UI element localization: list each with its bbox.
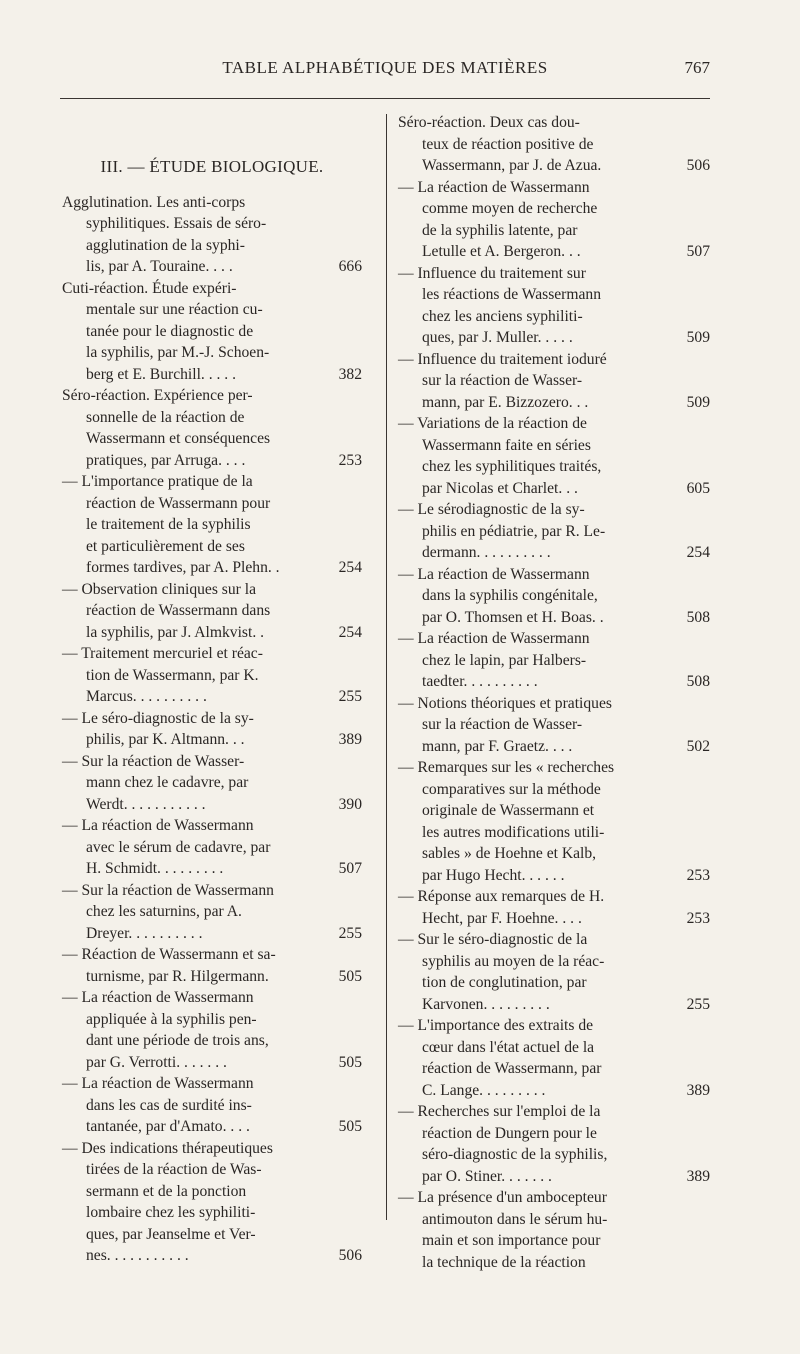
entry-line: réaction de Dungern pour le bbox=[422, 1124, 597, 1142]
entry-line: la syphilis, par J. Almkvist. . bbox=[86, 623, 265, 641]
index-entry bbox=[62, 944, 362, 987]
entry-page-number: 507 bbox=[686, 243, 710, 260]
entry-line: — Sur le séro-diagnostic de la bbox=[398, 931, 588, 948]
entry-line: Letulle et A. Bergeron. . . bbox=[422, 243, 581, 260]
entry-line: Séro-réaction. Expérience per- bbox=[62, 387, 253, 404]
entry-line: — La réaction de Wassermann bbox=[62, 989, 254, 1006]
entry-line: Dreyer. . . . . . . . . . bbox=[86, 924, 203, 942]
entry-page-number: 605 bbox=[686, 479, 710, 497]
entry-line: ques, par Jeanselme et Ver- bbox=[86, 1225, 256, 1243]
entry-line: les autres modifications utili- bbox=[422, 823, 605, 841]
entry-line: sur la réaction de Wasser- bbox=[422, 372, 583, 389]
index-entry bbox=[62, 815, 362, 880]
index-entry bbox=[398, 886, 710, 929]
entry-page-number: 253 bbox=[686, 866, 710, 884]
entry-line: — Notions théoriques et pratiques bbox=[398, 694, 612, 712]
entry-line: les réactions de Wassermann bbox=[422, 286, 602, 303]
entry-page-number: 253 bbox=[338, 451, 362, 469]
entry-line: C. Lange. . . . . . . . . bbox=[422, 1081, 546, 1099]
index-entry bbox=[398, 929, 710, 1015]
entry-line: mann, par E. Bizzozero. . . bbox=[422, 393, 589, 411]
entry-line: séro-diagnostic de la syphilis, bbox=[422, 1146, 608, 1163]
entry-line: tion de Wassermann, par K. bbox=[86, 666, 259, 684]
entry-line: Werdt. . . . . . . . . . . bbox=[86, 795, 206, 813]
entry-line: chez le lapin, par Halbers- bbox=[422, 651, 587, 669]
index-entry bbox=[62, 385, 362, 471]
entry-page-number: 390 bbox=[338, 795, 362, 813]
entry-page-number: 502 bbox=[686, 737, 710, 755]
running-header bbox=[60, 58, 710, 88]
entry-line: appliquée à la syphilis pen- bbox=[86, 1010, 257, 1028]
entry-line: lis, par A. Touraine. . . . bbox=[86, 258, 233, 275]
entry-page-number: 508 bbox=[686, 608, 710, 626]
entry-line: le traitement de la syphilis bbox=[86, 516, 251, 533]
entry-line: sables » de Hoehne et Kalb, bbox=[422, 845, 597, 862]
entry-page-number: 506 bbox=[686, 157, 710, 174]
entry-line: chez les anciens syphiliti- bbox=[422, 307, 583, 325]
entry-line: par Nicolas et Charlet. . . bbox=[422, 479, 578, 497]
entry-line: avec le sérum de cadavre, par bbox=[86, 838, 271, 856]
entry-line: — La réaction de Wassermann bbox=[398, 630, 590, 647]
entry-line: dans les cas de surdité ins- bbox=[86, 1096, 252, 1114]
entry-page-number: 389 bbox=[686, 1167, 710, 1185]
entry-line: turnisme, par R. Hilgermann. bbox=[86, 967, 269, 985]
entry-line: comparatives sur la méthode bbox=[422, 780, 601, 798]
entry-line: — Réaction de Wassermann et sa- bbox=[62, 946, 276, 963]
entry-line: sur la réaction de Wasser- bbox=[422, 716, 583, 733]
entry-line: — Le séro-diagnostic de la sy- bbox=[62, 709, 254, 727]
entry-page-number: 253 bbox=[686, 909, 710, 927]
entry-line: — Le sérodiagnostic de la sy- bbox=[398, 501, 585, 518]
entry-line: tanée pour le diagnostic de bbox=[86, 322, 254, 340]
index-entry bbox=[398, 693, 710, 758]
entry-line: la technique de la réaction bbox=[422, 1253, 586, 1271]
entry-line: — Sur la réaction de Wasser- bbox=[62, 752, 245, 770]
entry-line: tantanée, par d'Amato. . . . bbox=[86, 1118, 250, 1135]
entry-page-number: 382 bbox=[338, 365, 362, 383]
entry-line: dans la syphilis congénitale, bbox=[422, 587, 598, 604]
entry-line: Séro-réaction. Deux cas dou- bbox=[398, 114, 580, 131]
index-entry bbox=[62, 643, 362, 708]
entry-line: Hecht, par F. Hoehne. . . . bbox=[422, 909, 582, 927]
entry-line: philis, par K. Altmann. . . bbox=[86, 731, 245, 748]
left-entry-list bbox=[62, 192, 362, 1267]
entry-line: réaction de Wassermann pour bbox=[86, 494, 271, 512]
entry-line: réaction de Wassermann, par bbox=[422, 1060, 602, 1077]
entry-line: syphilis au moyen de la réac- bbox=[422, 952, 605, 970]
index-entry bbox=[398, 177, 710, 263]
entry-line: comme moyen de recherche bbox=[422, 200, 598, 217]
entry-line: — Des indications thérapeutiques bbox=[62, 1139, 273, 1157]
index-entry bbox=[62, 579, 362, 644]
entry-line: originale de Wassermann et bbox=[422, 802, 595, 819]
index-entry bbox=[398, 1101, 710, 1187]
entry-page-number: 254 bbox=[686, 544, 710, 561]
index-entry bbox=[398, 628, 710, 693]
entry-line: — Observation cliniques sur la bbox=[62, 580, 257, 598]
entry-line: formes tardives, par A. Plehn. . bbox=[86, 559, 280, 576]
entry-line: sonnelle de la réaction de bbox=[86, 408, 245, 426]
entry-page-number: 389 bbox=[338, 731, 362, 748]
index-entry bbox=[62, 880, 362, 945]
entry-line: antimouton dans le sérum hu- bbox=[422, 1210, 608, 1228]
entry-line: de la syphilis latente, par bbox=[422, 221, 578, 239]
entry-page-number: 509 bbox=[686, 393, 710, 411]
header-rule bbox=[60, 98, 710, 99]
entry-line: — La réaction de Wassermann bbox=[398, 178, 590, 196]
entry-page-number: 509 bbox=[686, 329, 710, 346]
entry-page-number: 507 bbox=[338, 860, 362, 877]
entry-page-number: 505 bbox=[338, 1118, 362, 1135]
entry-page-number: 508 bbox=[686, 673, 710, 690]
entry-page-number: 255 bbox=[686, 995, 710, 1013]
entry-page-number: 255 bbox=[338, 924, 362, 942]
entry-line: mann, par F. Graetz. . . . bbox=[422, 737, 573, 755]
entry-line: tion de conglutination, par bbox=[422, 974, 587, 991]
entry-line: — Recherches sur l'emploi de la bbox=[398, 1103, 601, 1120]
entry-line: Wassermann, par J. de Azua. bbox=[422, 157, 602, 174]
index-entry bbox=[398, 1015, 710, 1101]
index-entry bbox=[398, 112, 710, 177]
entry-page-number: 389 bbox=[686, 1081, 710, 1099]
entry-page-number: 666 bbox=[338, 258, 362, 275]
entry-line: — Remarques sur les « recherches bbox=[398, 759, 615, 776]
entry-line: philis en pédiatrie, par R. Le- bbox=[422, 522, 606, 540]
entry-line: Cuti-réaction. Étude expéri- bbox=[62, 279, 237, 297]
entry-line: Karvonen. . . . . . . . . bbox=[422, 995, 550, 1013]
index-entry bbox=[62, 708, 362, 751]
entry-line: pratiques, par Arruga. . . . bbox=[86, 451, 246, 469]
entry-line: — La réaction de Wassermann bbox=[62, 817, 254, 834]
index-entry bbox=[62, 987, 362, 1073]
entry-line: dermann. . . . . . . . . . bbox=[422, 544, 551, 561]
index-entry bbox=[398, 757, 710, 886]
entry-line: par O. Stiner. . . . . . . bbox=[422, 1167, 552, 1185]
entry-page-number: 506 bbox=[338, 1247, 362, 1264]
entry-line: agglutination de la syphi- bbox=[86, 236, 245, 254]
entry-line: chez les saturnins, par A. bbox=[86, 903, 242, 920]
entry-line: chez les syphilitiques traités, bbox=[422, 458, 602, 475]
entry-line: — Influence du traitement sur bbox=[398, 264, 586, 282]
index-entry bbox=[62, 1138, 362, 1267]
entry-line: — La réaction de Wassermann bbox=[62, 1075, 254, 1092]
entry-line: syphilitiques. Essais de séro- bbox=[86, 215, 267, 232]
entry-line: tirées de la réaction de Was- bbox=[86, 1161, 262, 1178]
entry-line: cœur dans l'état actuel de la bbox=[422, 1038, 595, 1056]
entry-line: — La présence d'un ambocepteur bbox=[398, 1189, 607, 1206]
entry-line: la syphilis, par M.-J. Schoen- bbox=[86, 344, 270, 361]
index-entry bbox=[398, 499, 710, 564]
index-entry bbox=[62, 1073, 362, 1138]
entry-line: nes. . . . . . . . . . . bbox=[86, 1247, 189, 1264]
index-entry bbox=[62, 192, 362, 278]
entry-line: mentale sur une réaction cu- bbox=[86, 301, 263, 318]
entry-line: — Sur la réaction de Wassermann bbox=[62, 881, 274, 899]
entry-line: — L'importance pratique de la bbox=[62, 473, 253, 490]
entry-line: teux de réaction positive de bbox=[422, 135, 594, 153]
index-entry bbox=[62, 751, 362, 816]
entry-line: par G. Verrotti. . . . . . . bbox=[86, 1053, 227, 1071]
entry-line: berg et E. Burchill. . . . . bbox=[86, 365, 236, 383]
entry-line: et particulièrement de ses bbox=[86, 537, 245, 555]
entry-line: dant une période de trois ans, bbox=[86, 1032, 269, 1049]
index-entry bbox=[398, 349, 710, 414]
index-entry bbox=[398, 413, 710, 499]
entry-line: Marcus. . . . . . . . . . bbox=[86, 688, 207, 705]
right-column bbox=[398, 112, 710, 1273]
entry-line: ques, par J. Muller. . . . . bbox=[422, 329, 573, 346]
entry-line: Wassermann et conséquences bbox=[86, 430, 271, 447]
entry-line: — Influence du traitement ioduré bbox=[398, 350, 607, 368]
index-entry bbox=[398, 564, 710, 629]
header-title: TABLE ALPHABÉTIQUE DES MATIÈRES bbox=[222, 58, 548, 77]
entry-page-number: 505 bbox=[338, 967, 362, 985]
entry-line: H. Schmidt. . . . . . . . . bbox=[86, 860, 224, 877]
entry-line: — Variations de la réaction de bbox=[398, 415, 587, 432]
entry-page-number: 255 bbox=[338, 688, 362, 705]
column-divider bbox=[386, 114, 387, 1220]
index-entry bbox=[62, 471, 362, 579]
entry-line: mann chez le cadavre, par bbox=[86, 774, 249, 791]
entry-page-number: 254 bbox=[338, 623, 362, 641]
entry-page-number: 505 bbox=[338, 1053, 362, 1071]
entry-line: main et son importance pour bbox=[422, 1232, 601, 1249]
entry-line: sermann et de la ponction bbox=[86, 1182, 247, 1200]
page-number: 767 bbox=[684, 58, 710, 77]
entry-line: Agglutination. Les anti-corps bbox=[62, 193, 246, 211]
entry-line: — La réaction de Wassermann bbox=[398, 565, 590, 583]
index-entry bbox=[398, 1187, 710, 1273]
index-entry bbox=[398, 263, 710, 349]
entry-line: Wassermann faite en séries bbox=[422, 436, 591, 454]
entry-line: taedter. . . . . . . . . . bbox=[422, 673, 538, 690]
entry-line: par O. Thomsen et H. Boas. . bbox=[422, 608, 604, 626]
section-heading: III. — ÉTUDE BIOLOGIQUE. bbox=[100, 157, 324, 176]
entry-line: réaction de Wassermann dans bbox=[86, 602, 271, 619]
entry-line: lombaire chez les syphiliti- bbox=[86, 1204, 256, 1221]
entry-line: — L'importance des extraits de bbox=[398, 1017, 594, 1034]
left-column bbox=[62, 112, 362, 1267]
entry-line: — Réponse aux remarques de H. bbox=[398, 888, 605, 905]
entry-line: par Hugo Hecht. . . . . . bbox=[422, 866, 565, 884]
entry-page-number: 254 bbox=[338, 559, 362, 576]
index-entry bbox=[62, 278, 362, 386]
right-entry-list bbox=[398, 112, 710, 1273]
entry-line: — Traitement mercuriel et réac- bbox=[62, 645, 263, 662]
